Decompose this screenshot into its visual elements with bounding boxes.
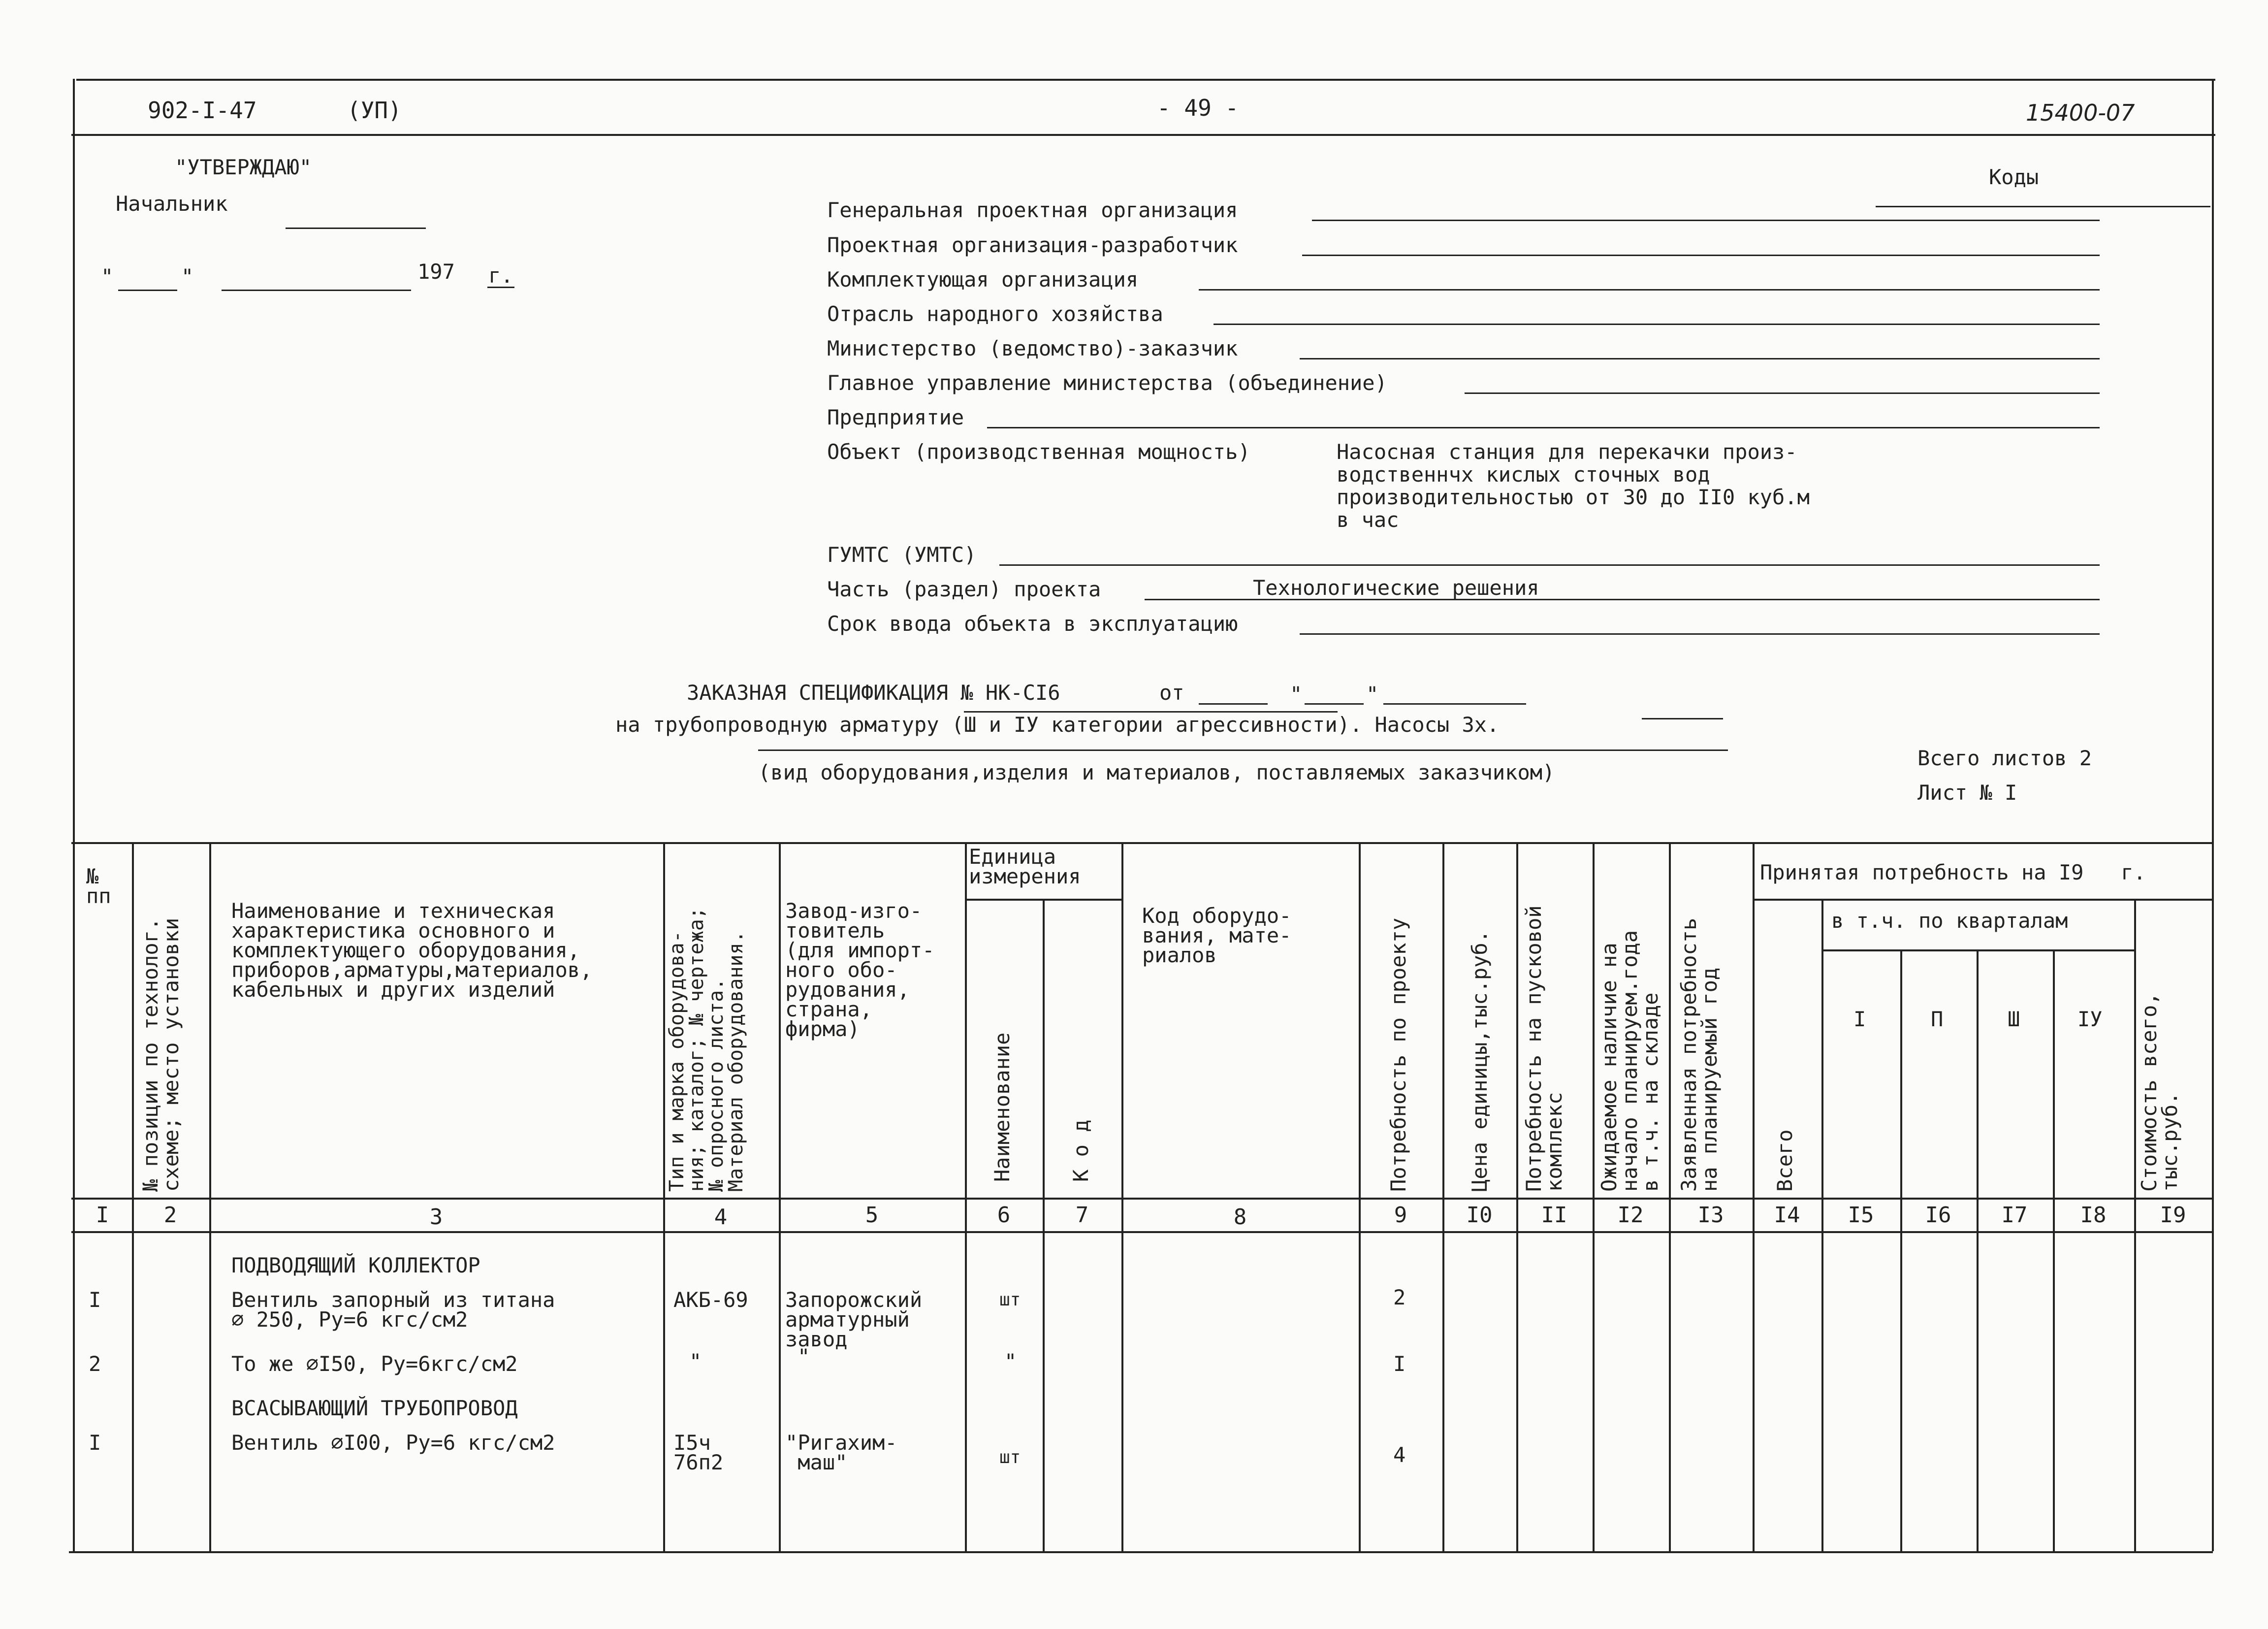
- col-header-total-cost: Стоимость всего, тыс.руб.: [2137, 992, 2182, 1192]
- row-number: I: [89, 1288, 101, 1312]
- spec-subject-line: [1642, 718, 1723, 719]
- spec-subject-category: Ш и ІУ категории агрессивности: [964, 711, 1338, 737]
- table-header-bottom: [71, 1198, 2213, 1200]
- field-industry: Отрасль народного хозяйства: [827, 302, 1163, 326]
- field-enterprise: Предприятие: [827, 405, 964, 429]
- field-commissioning: Срок ввода объекта в эксплуатацию: [827, 612, 1238, 636]
- col-header-manufacturer: Завод-изго- товитель (для импорт- ного обо- рудования, страна, фирма): [785, 899, 935, 1041]
- field-general-org-line: [1312, 220, 2100, 221]
- row-section-title: ПОДВОДЯЩИЙ КОЛЛЕКТОР: [231, 1253, 480, 1277]
- row-manufacturer: ": [798, 1344, 810, 1368]
- codes-label: Коды: [1989, 165, 2039, 189]
- field-gumts-line: [999, 564, 2100, 566]
- col-header-expected-stock: Ожидаемое наличие на начало планируем.года в т.ч. на складе: [1597, 930, 1662, 1192]
- spec-quote-open: ": [1290, 682, 1303, 706]
- col-header-q4: ІУ: [2077, 1007, 2103, 1031]
- row-number: I: [89, 1431, 101, 1455]
- field-ministry-line: [1300, 358, 2100, 359]
- col-header-name: Наименование и техническая характеристика основного и комплектующего оборудования, приборов,арматуры,материалов, кабельных и других изделий: [231, 899, 593, 1002]
- col-header-q2: П: [1931, 1007, 1944, 1031]
- col-line-15: [1900, 949, 1902, 1551]
- field-object-label: Объект (производственная мощность): [827, 440, 1250, 464]
- left-border: [73, 79, 75, 911]
- total-sheets: Всего листов 2: [1917, 746, 2092, 770]
- col-header-q3: Ш: [2008, 1007, 2020, 1031]
- col-line-13: [1753, 842, 1755, 1551]
- col-header-unit-name: Наименование: [990, 1032, 1014, 1182]
- spec-date-line-3: [1383, 703, 1526, 705]
- row-name: То же ∅I50, Ру=6кгс/см2: [231, 1352, 518, 1376]
- field-project-part: Часть (раздел) проекта: [827, 577, 1101, 601]
- col-line-18: [2134, 899, 2136, 1551]
- archive-number: 15400-07: [2026, 99, 2135, 126]
- spec-subject: [615, 714, 1499, 736]
- field-design-org-line: [1302, 255, 2100, 256]
- signature-line: [286, 228, 426, 229]
- col-line-17: [2053, 949, 2055, 1551]
- album-code: (УП): [347, 97, 402, 124]
- field-enterprise-line: [987, 427, 2100, 428]
- row-unit: шт: [999, 1290, 1021, 1310]
- col-header-launch-need: Потребность на пусковой комплекс: [1522, 905, 1566, 1192]
- col-header-total: Всего: [1773, 1129, 1797, 1192]
- col-header-unit-code: К о д: [1069, 1119, 1093, 1182]
- row-type: АКБ-69: [673, 1288, 748, 1312]
- col-line-16: [1977, 949, 1979, 1551]
- row-type: ": [689, 1349, 702, 1373]
- col-line-14: [1821, 899, 1823, 1551]
- col-header-equipment-code: Код оборудо- вания, мате- риалов: [1142, 904, 1292, 967]
- spec-date-line-1: [1199, 703, 1268, 705]
- approval-position: Начальник: [116, 192, 228, 216]
- object-line-1: Насосная станция для перекачки произ-: [1337, 440, 1797, 464]
- object-line-3: производительностью от 30 до II0 куб.м: [1337, 485, 1810, 509]
- col-line-7: [1121, 842, 1123, 1551]
- field-general-org: Генеральная проектная организация: [827, 198, 1238, 222]
- row-name: Вентиль ∅I00, Ру=6 кгс/см2: [231, 1431, 555, 1455]
- row-manufacturer: "Ригахим- маш": [785, 1431, 897, 1474]
- col-line-1: [132, 842, 134, 1551]
- col-header-type: Тип и марка оборудова- ния; каталог; № чертежа; № опросного листа. Материал оборудования.: [666, 907, 747, 1192]
- col-line-5: [965, 842, 967, 1551]
- table-bottom-border: [69, 1551, 2213, 1553]
- field-project-part-value: Технологические решения: [1253, 576, 1539, 600]
- col-line-8: [1359, 842, 1361, 1551]
- field-main-dept-line: [1465, 392, 2100, 394]
- col-header-unit-price: Цена единицы,тыс.руб.: [1468, 930, 1492, 1192]
- object-line-4: в час: [1337, 508, 1399, 532]
- col-line-4: [779, 842, 781, 1551]
- spec-from: от: [1159, 681, 1184, 705]
- row-name: Вентиль запорный из титана ∅ 250, Ру=6 кгс/см2: [231, 1288, 555, 1332]
- header-bottom-border: [71, 134, 2215, 136]
- field-commissioning-line: [1300, 633, 2100, 635]
- page-number: - 49 -: [1157, 95, 1239, 121]
- spec-quote-close: ": [1366, 682, 1379, 706]
- row-type: I5ч 76п2: [673, 1431, 724, 1474]
- field-gumts: ГУМТС (УМТС): [827, 543, 977, 567]
- col-line-3: [663, 842, 665, 1551]
- object-line-2: водственнчх кислых сточных вод: [1337, 462, 1710, 487]
- date-open-quote: ": [101, 264, 114, 289]
- table-top-border: [71, 842, 2213, 844]
- col-line-9: [1442, 842, 1444, 1551]
- row-unit: шт: [999, 1447, 1021, 1467]
- col-line-10: [1516, 842, 1518, 1551]
- col-line-12: [1669, 842, 1671, 1551]
- date-day-line: [118, 290, 177, 291]
- col-header-project-need: Потребность по проекту: [1386, 917, 1410, 1192]
- field-main-dept: Главное управление министерства (объединение): [827, 371, 1387, 395]
- field-industry-line: [1214, 324, 2100, 325]
- row-quantity: 4: [1393, 1443, 1406, 1467]
- spec-caption-line: [758, 749, 1728, 751]
- top-border: [76, 79, 2215, 81]
- col-header-quarters: в т.ч. по кварталам: [1831, 909, 2068, 933]
- date-year-suffix: г.: [488, 263, 513, 288]
- col-line-0: [73, 842, 75, 1551]
- col-line-6: [1043, 899, 1045, 1551]
- col-header-position: № позиции по технолог. схеме; место установки: [138, 917, 183, 1192]
- spec-caption: (вид оборудования,изделия и материалов, поставляемых заказчиком): [758, 760, 1555, 784]
- field-supply-org-line: [1199, 289, 2100, 291]
- row-number: 2: [89, 1352, 101, 1376]
- col-header-row-number: № пп: [86, 864, 111, 908]
- col-line-19: [2212, 842, 2214, 1551]
- spec-subject-suffix: ). Насосы 3х.: [1337, 713, 1500, 737]
- row-unit: ": [1004, 1349, 1017, 1373]
- date-month-line: [222, 290, 411, 291]
- row-quantity: I: [1393, 1352, 1406, 1376]
- right-border: [2212, 79, 2214, 911]
- codes-line: [1876, 206, 2210, 207]
- spec-subject-prefix: на трубопроводную арматуру (: [615, 713, 964, 737]
- col-header-accepted: Принятая потребность на I9 г.: [1760, 860, 2146, 884]
- date-close-quote: ": [181, 264, 194, 289]
- col-line-2: [209, 842, 211, 1551]
- spec-title: ЗАКАЗНАЯ СПЕЦИФИКАЦИЯ № НК-СI6: [687, 681, 1060, 705]
- row-manufacturer: Запорожский арматурный завод: [785, 1288, 923, 1351]
- col-header-declared-need: Заявленная потребность на планируемый год: [1677, 917, 1722, 1192]
- spec-date-line-2: [1305, 703, 1364, 705]
- doc-code: 902-I-47: [148, 97, 257, 124]
- field-supply-org: Комплектующая организация: [827, 267, 1139, 292]
- row-quantity: 2: [1393, 1285, 1406, 1309]
- field-design-org: Проектная организация-разработчик: [827, 233, 1238, 257]
- col-line-11: [1593, 842, 1595, 1551]
- col-header-unit-group: Единица измерения: [969, 845, 1081, 888]
- row-section-title: ВСАСЫВАЮЩИЙ ТРУБОПРОВОД: [231, 1396, 518, 1420]
- field-ministry: Министерство (ведомство)-заказчик: [827, 336, 1238, 360]
- table-number-row-bottom: [71, 1231, 2213, 1233]
- date-year: 197: [417, 260, 455, 284]
- sheet-number: Лист № I: [1917, 781, 2017, 805]
- col-header-q1: I: [1853, 1007, 1866, 1031]
- approval-stamp: "УТВЕРЖДАЮ": [175, 155, 312, 179]
